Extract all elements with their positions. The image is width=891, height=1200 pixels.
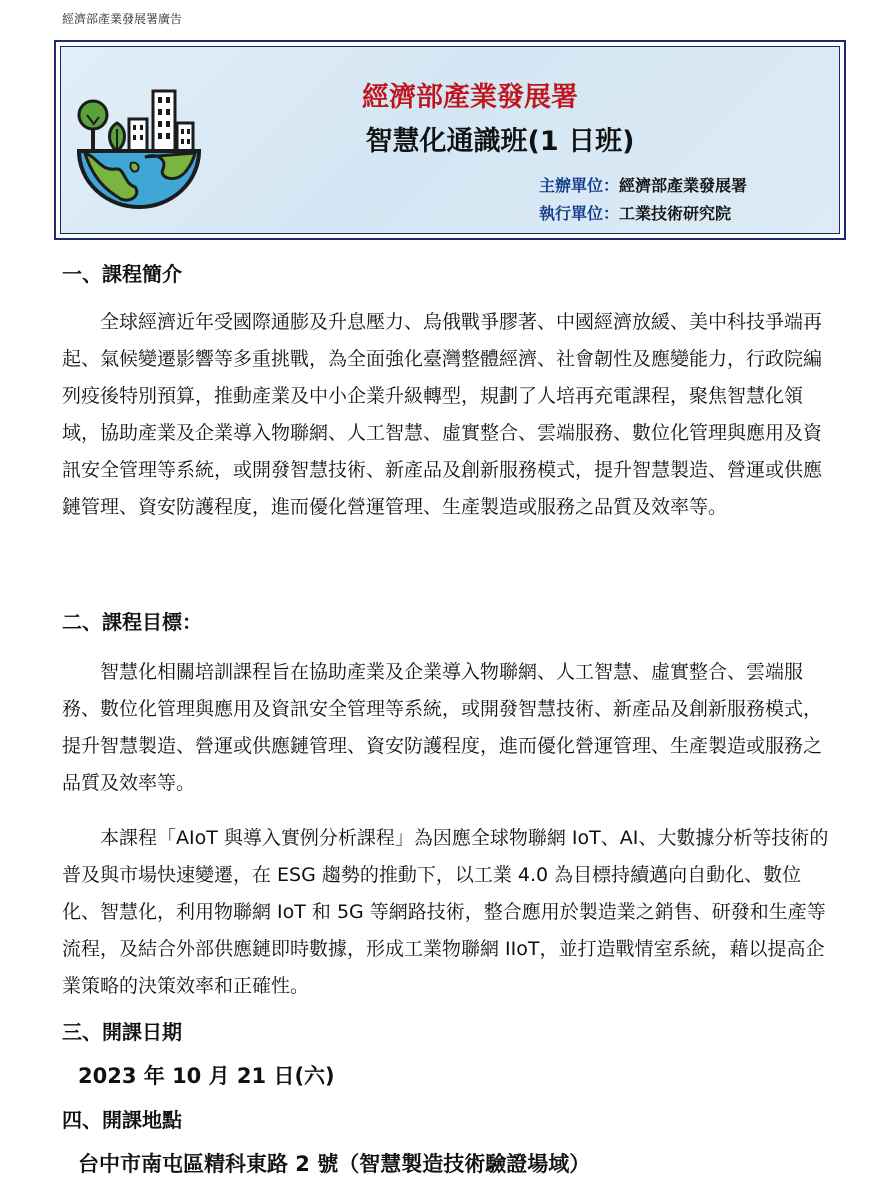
header-note: 經濟部產業發展署廣告: [62, 12, 183, 26]
banner-org-title: 經濟部產業發展署: [362, 82, 578, 113]
section-2-paragraph-1: 智慧化相關培訓課程旨在協助產業及企業導入物聯網、人工智慧、虛實整合、雲端服務、數位化管理與應用及資訊安全管理等系統，或開發智慧技術、新產品及創新服務模式，提升智慧製造、營運或供應鏈管理、資安防護程度，進而優化營運管理、生產製造或服務之品質及效率等。: [62, 661, 823, 794]
section-4-heading: 四、開課地點: [62, 1108, 182, 1132]
executor-value: 工業技術研究院: [619, 204, 732, 223]
executor-line: [539, 201, 731, 224]
banner-course-title: 智慧化通識班(1 日班): [365, 126, 635, 157]
section-2-heading: 二、課程目標：: [62, 610, 202, 634]
course-location: 台中市南屯區精科東路 2 號（智慧製造技術驗證場域）: [78, 1152, 591, 1176]
organizer-label: 主辦單位：: [539, 176, 620, 195]
organizer-value: 經濟部產業發展署: [619, 176, 748, 195]
banner-panel: [60, 46, 840, 234]
course-date: 2023 年 10 月 21 日(六): [78, 1064, 335, 1088]
course-banner: [54, 40, 846, 240]
section-2-paragraph-2: 本課程「AIoT 與導入實例分析課程」為因應全球物聯網 IoT、AI、大數據分析等技術的普及與市場快速變遷，在 ESG 趨勢的推動下，以工業 4.0 為目標持續邁向自動化、數位化、智慧化，利用物聯網 IoT 和 5G 等網路技術，整合應用於製造業之銷售、研發和生產等流程，及結合外部供應鏈即時數據，形成工業物聯網 IIoT，並打造戰情室系統，藉以提高企業策略的決策效率和正確性。: [62, 827, 829, 997]
executor-label: 執行單位：: [539, 204, 620, 223]
section-1-paragraph: 全球經濟近年受國際通膨及升息壓力、烏俄戰爭膠著、中國經濟放緩、美中科技爭端再起、氣候變遷影響等多重挑戰，為全面強化臺灣整體經濟、社會韌性及應變能力，行政院編列疫後特別預算，推動產業及中小企業升級轉型，規劃了人培再充電課程，聚焦智慧化領域，協助產業及企業導入物聯網、人工智慧、虛實整合、雲端服務、數位化管理與應用及資訊安全管理等系統，或開發智慧技術、新產品及創新服務模式，提升智慧製造、營運或供應鏈管理、資安防護程度，進而優化營運管理、生產製造或服務之品質及效率等。: [62, 311, 823, 518]
section-1-heading: 一、課程簡介: [62, 262, 182, 286]
organizer-line: [539, 173, 747, 196]
section-3-heading: 三、開課日期: [62, 1020, 182, 1044]
